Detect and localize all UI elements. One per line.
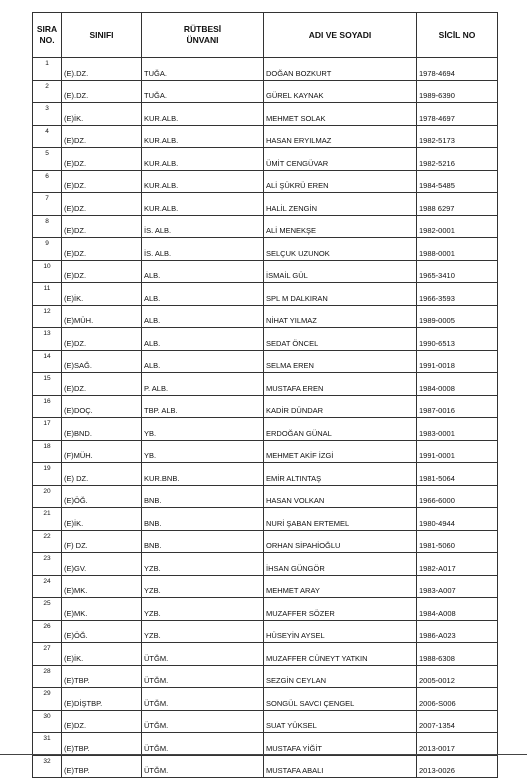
- cell-adi-soyadi: MEHMET ARAY: [264, 575, 417, 598]
- cell-sinifi: (E)İK.: [62, 643, 142, 666]
- cell-sira-no: 9: [33, 238, 62, 261]
- cell-rutbe: BNB.: [142, 530, 264, 553]
- cell-adi-soyadi: SEZGİN CEYLAN: [264, 665, 417, 688]
- cell-sinifi: (E).DZ.: [62, 80, 142, 103]
- cell-adi-soyadi: NİHAT YILMAZ: [264, 305, 417, 328]
- table-row: [33, 755, 498, 778]
- cell-adi-soyadi: ORHAN SİPAHİOĞLU: [264, 530, 417, 553]
- cell-sicil-no: 1984-0008: [417, 373, 498, 396]
- cell-rutbe: ÜTĞM.: [142, 710, 264, 733]
- cell-adi-soyadi: ALİ MENEKŞE: [264, 215, 417, 238]
- cell-adi-soyadi: MUZAFFER SÖZER: [264, 598, 417, 621]
- cell-sicil-no: 1981-5064: [417, 463, 498, 486]
- table-row: [33, 373, 498, 396]
- cell-rutbe: BNB.: [142, 508, 264, 531]
- table-row: [33, 305, 498, 328]
- cell-sicil-no: 1978-4694: [417, 58, 498, 81]
- cell-rutbe: TUĞA.: [142, 80, 264, 103]
- cell-sicil-no: 2006-S006: [417, 688, 498, 711]
- cell-sinifi: (E)DZ.: [62, 215, 142, 238]
- cell-sicil-no: 2013-0026: [417, 755, 498, 778]
- cell-sinifi: (E)İK.: [62, 103, 142, 126]
- cell-sicil-no: 1984-A008: [417, 598, 498, 621]
- table-row: [33, 148, 498, 171]
- cell-sicil-no: 2013-0017: [417, 733, 498, 756]
- cell-sicil-no: 2007-1354: [417, 710, 498, 733]
- table-row: [33, 395, 498, 418]
- cell-sira-no: 3: [33, 103, 62, 126]
- cell-rutbe: ALB.: [142, 260, 264, 283]
- cell-sinifi: (E)DZ.: [62, 260, 142, 283]
- cell-sinifi: (E)DOÇ.: [62, 395, 142, 418]
- cell-sinifi: (E)GV.: [62, 553, 142, 576]
- cell-sinifi: (E)MÜH.: [62, 305, 142, 328]
- cell-sicil-no: 1966-3593: [417, 283, 498, 306]
- cell-rutbe: KUR.ALB.: [142, 170, 264, 193]
- header-sira-no: SIRA NO.: [33, 13, 62, 58]
- cell-adi-soyadi: GÜREL KAYNAK: [264, 80, 417, 103]
- cell-sinifi: (F) DZ.: [62, 530, 142, 553]
- cell-rutbe: KUR.ALB.: [142, 103, 264, 126]
- cell-adi-soyadi: MUSTAFA ABALI: [264, 755, 417, 778]
- cell-sinifi: (E)DZ.: [62, 373, 142, 396]
- cell-sira-no: 30: [33, 710, 62, 733]
- table-row: [33, 733, 498, 756]
- cell-sira-no: 28: [33, 665, 62, 688]
- table-row: [33, 463, 498, 486]
- personnel-table: [32, 12, 498, 778]
- table-row: [33, 170, 498, 193]
- cell-rutbe: P. ALB.: [142, 373, 264, 396]
- cell-sinifi: (E) DZ.: [62, 463, 142, 486]
- header-rutbesi: RÜTBESİ ÜNVANI: [142, 13, 264, 58]
- cell-adi-soyadi: SEDAT ÖNCEL: [264, 328, 417, 351]
- table-row: [33, 643, 498, 666]
- cell-adi-soyadi: HALİL ZENGİN: [264, 193, 417, 216]
- cell-adi-soyadi: KADİR DÜNDAR: [264, 395, 417, 418]
- cell-adi-soyadi: ALİ ŞÜKRÜ EREN: [264, 170, 417, 193]
- cell-sicil-no: 1980-4944: [417, 508, 498, 531]
- table-row: [33, 665, 498, 688]
- table-header-row: [33, 13, 498, 58]
- cell-sicil-no: 1982-A017: [417, 553, 498, 576]
- cell-rutbe: ALB.: [142, 350, 264, 373]
- cell-rutbe: YZB.: [142, 575, 264, 598]
- cell-rutbe: KUR.ALB.: [142, 193, 264, 216]
- header-adi-soyadi: ADI VE SOYADI: [264, 13, 417, 58]
- table-row: [33, 260, 498, 283]
- cell-sinifi: (E)DZ.: [62, 328, 142, 351]
- cell-sinifi: (E)SAĞ.: [62, 350, 142, 373]
- cell-sicil-no: 1990-6513: [417, 328, 498, 351]
- cell-rutbe: YZB.: [142, 620, 264, 643]
- page-bottom-rule: [0, 754, 527, 755]
- cell-sinifi: (E)TBP.: [62, 755, 142, 778]
- cell-rutbe: YZB.: [142, 553, 264, 576]
- cell-adi-soyadi: HASAN ERYILMAZ: [264, 125, 417, 148]
- cell-sira-no: 17: [33, 418, 62, 441]
- table-row: [33, 710, 498, 733]
- table-row: [33, 238, 498, 261]
- cell-sira-no: 4: [33, 125, 62, 148]
- cell-sira-no: 25: [33, 598, 62, 621]
- table-row: [33, 103, 498, 126]
- table-row: [33, 508, 498, 531]
- cell-sicil-no: 1982-5173: [417, 125, 498, 148]
- cell-sira-no: 21: [33, 508, 62, 531]
- cell-adi-soyadi: NURİ ŞABAN ERTEMEL: [264, 508, 417, 531]
- cell-sinifi: (E)DZ.: [62, 170, 142, 193]
- table-row: [33, 80, 498, 103]
- cell-sira-no: 31: [33, 733, 62, 756]
- cell-sira-no: 12: [33, 305, 62, 328]
- cell-rutbe: YZB.: [142, 598, 264, 621]
- cell-sicil-no: 1983-0001: [417, 418, 498, 441]
- cell-rutbe: KUR.ALB.: [142, 125, 264, 148]
- cell-adi-soyadi: SPL M DALKIRAN: [264, 283, 417, 306]
- cell-adi-soyadi: MUZAFFER CÜNEYT YATKIN: [264, 643, 417, 666]
- cell-adi-soyadi: MEHMET AKİF İZGİ: [264, 440, 417, 463]
- cell-rutbe: BNB.: [142, 485, 264, 508]
- cell-rutbe: İS. ALB.: [142, 238, 264, 261]
- cell-rutbe: TUĞA.: [142, 58, 264, 81]
- cell-sira-no: 26: [33, 620, 62, 643]
- cell-sira-no: 16: [33, 395, 62, 418]
- cell-sira-no: 20: [33, 485, 62, 508]
- cell-sinifi: (E)ÖĞ.: [62, 620, 142, 643]
- cell-sira-no: 5: [33, 148, 62, 171]
- cell-rutbe: İS. ALB.: [142, 215, 264, 238]
- cell-rutbe: ALB.: [142, 283, 264, 306]
- table-row: [33, 620, 498, 643]
- cell-adi-soyadi: MUSTAFA EREN: [264, 373, 417, 396]
- cell-sira-no: 32: [33, 755, 62, 778]
- header-sinifi: SINIFI: [62, 13, 142, 58]
- cell-adi-soyadi: İHSAN GÜNGÖR: [264, 553, 417, 576]
- cell-adi-soyadi: DOĞAN BOZKURT: [264, 58, 417, 81]
- cell-sicil-no: 1982-0001: [417, 215, 498, 238]
- cell-sira-no: 19: [33, 463, 62, 486]
- cell-adi-soyadi: ERDOĞAN GÜNAL: [264, 418, 417, 441]
- cell-sicil-no: 1987-0016: [417, 395, 498, 418]
- cell-sicil-no: 1989-6390: [417, 80, 498, 103]
- cell-rutbe: ÜTĞM.: [142, 665, 264, 688]
- cell-sinifi: (E)DİŞTBP.: [62, 688, 142, 711]
- cell-sira-no: 1: [33, 58, 62, 81]
- table-row: [33, 125, 498, 148]
- table-row: [33, 215, 498, 238]
- table-row: [33, 530, 498, 553]
- cell-sira-no: 11: [33, 283, 62, 306]
- table-row: [33, 553, 498, 576]
- header-sicil-no: SİCİL NO: [417, 13, 498, 58]
- cell-adi-soyadi: SUAT YÜKSEL: [264, 710, 417, 733]
- cell-adi-soyadi: MEHMET SOLAK: [264, 103, 417, 126]
- cell-sicil-no: 1966-6000: [417, 485, 498, 508]
- table-row: [33, 598, 498, 621]
- table-row: [33, 688, 498, 711]
- cell-sira-no: 8: [33, 215, 62, 238]
- cell-rutbe: ÜTĞM.: [142, 755, 264, 778]
- table-row: [33, 58, 498, 81]
- cell-sicil-no: 1981-5060: [417, 530, 498, 553]
- cell-sinifi: (E)İK.: [62, 508, 142, 531]
- cell-sicil-no: 1982-5216: [417, 148, 498, 171]
- cell-sira-no: 15: [33, 373, 62, 396]
- cell-sinifi: (E)DZ.: [62, 193, 142, 216]
- cell-sinifi: (E)TBP.: [62, 665, 142, 688]
- cell-sicil-no: 1978-4697: [417, 103, 498, 126]
- cell-rutbe: ALB.: [142, 328, 264, 351]
- table-body: [33, 58, 498, 778]
- cell-sira-no: 23: [33, 553, 62, 576]
- cell-rutbe: ÜTĞM.: [142, 688, 264, 711]
- cell-sinifi: (E)DZ.: [62, 125, 142, 148]
- cell-sinifi: (E)DZ.: [62, 710, 142, 733]
- cell-adi-soyadi: MUSTAFA YİĞİT: [264, 733, 417, 756]
- cell-sira-no: 13: [33, 328, 62, 351]
- table-row: [33, 485, 498, 508]
- cell-sira-no: 22: [33, 530, 62, 553]
- cell-sicil-no: 1984-5485: [417, 170, 498, 193]
- cell-sinifi: (E)ÖĞ.: [62, 485, 142, 508]
- cell-sinifi: (E)İK.: [62, 283, 142, 306]
- cell-rutbe: ALB.: [142, 305, 264, 328]
- cell-sicil-no: 1988-0001: [417, 238, 498, 261]
- cell-sinifi: (E)DZ.: [62, 238, 142, 261]
- cell-sira-no: 27: [33, 643, 62, 666]
- cell-adi-soyadi: ÜMİT CENGÜVAR: [264, 148, 417, 171]
- table-row: [33, 283, 498, 306]
- cell-sinifi: (E)MK.: [62, 575, 142, 598]
- cell-rutbe: KUR.BNB.: [142, 463, 264, 486]
- table-row: [33, 440, 498, 463]
- cell-sira-no: 2: [33, 80, 62, 103]
- cell-sinifi: (F)MÜH.: [62, 440, 142, 463]
- cell-sicil-no: 2005-0012: [417, 665, 498, 688]
- cell-sicil-no: 1986-A023: [417, 620, 498, 643]
- cell-sira-no: 29: [33, 688, 62, 711]
- cell-sicil-no: 1983-A007: [417, 575, 498, 598]
- cell-sinifi: (E).DZ.: [62, 58, 142, 81]
- cell-sicil-no: 1965-3410: [417, 260, 498, 283]
- cell-adi-soyadi: İSMAİL GÜL: [264, 260, 417, 283]
- cell-sira-no: 18: [33, 440, 62, 463]
- cell-rutbe: TBP. ALB.: [142, 395, 264, 418]
- table-row: [33, 328, 498, 351]
- cell-adi-soyadi: SELMA EREN: [264, 350, 417, 373]
- cell-sicil-no: 1991-0001: [417, 440, 498, 463]
- cell-sicil-no: 1988 6297: [417, 193, 498, 216]
- cell-rutbe: ÜTĞM.: [142, 733, 264, 756]
- cell-sinifi: (E)TBP.: [62, 733, 142, 756]
- table-row: [33, 350, 498, 373]
- cell-sicil-no: 1988-6308: [417, 643, 498, 666]
- cell-rutbe: ÜTĞM.: [142, 643, 264, 666]
- cell-sicil-no: 1991-0018: [417, 350, 498, 373]
- cell-adi-soyadi: HÜSEYİN AYSEL: [264, 620, 417, 643]
- table-row: [33, 575, 498, 598]
- cell-sinifi: (E)DZ.: [62, 148, 142, 171]
- cell-sinifi: (E)BND.: [62, 418, 142, 441]
- table-row: [33, 418, 498, 441]
- cell-rutbe: YB.: [142, 440, 264, 463]
- cell-sira-no: 6: [33, 170, 62, 193]
- cell-adi-soyadi: SONGÜL SAVCI ÇENGEL: [264, 688, 417, 711]
- cell-adi-soyadi: HASAN VOLKAN: [264, 485, 417, 508]
- cell-adi-soyadi: EMİR ALTINTAŞ: [264, 463, 417, 486]
- cell-sira-no: 7: [33, 193, 62, 216]
- table-row: [33, 193, 498, 216]
- cell-sira-no: 14: [33, 350, 62, 373]
- cell-sinifi: (E)MK.: [62, 598, 142, 621]
- cell-rutbe: KUR.ALB.: [142, 148, 264, 171]
- cell-sira-no: 10: [33, 260, 62, 283]
- cell-sicil-no: 1989-0005: [417, 305, 498, 328]
- cell-rutbe: YB.: [142, 418, 264, 441]
- cell-sira-no: 24: [33, 575, 62, 598]
- cell-adi-soyadi: SELÇUK UZUNOK: [264, 238, 417, 261]
